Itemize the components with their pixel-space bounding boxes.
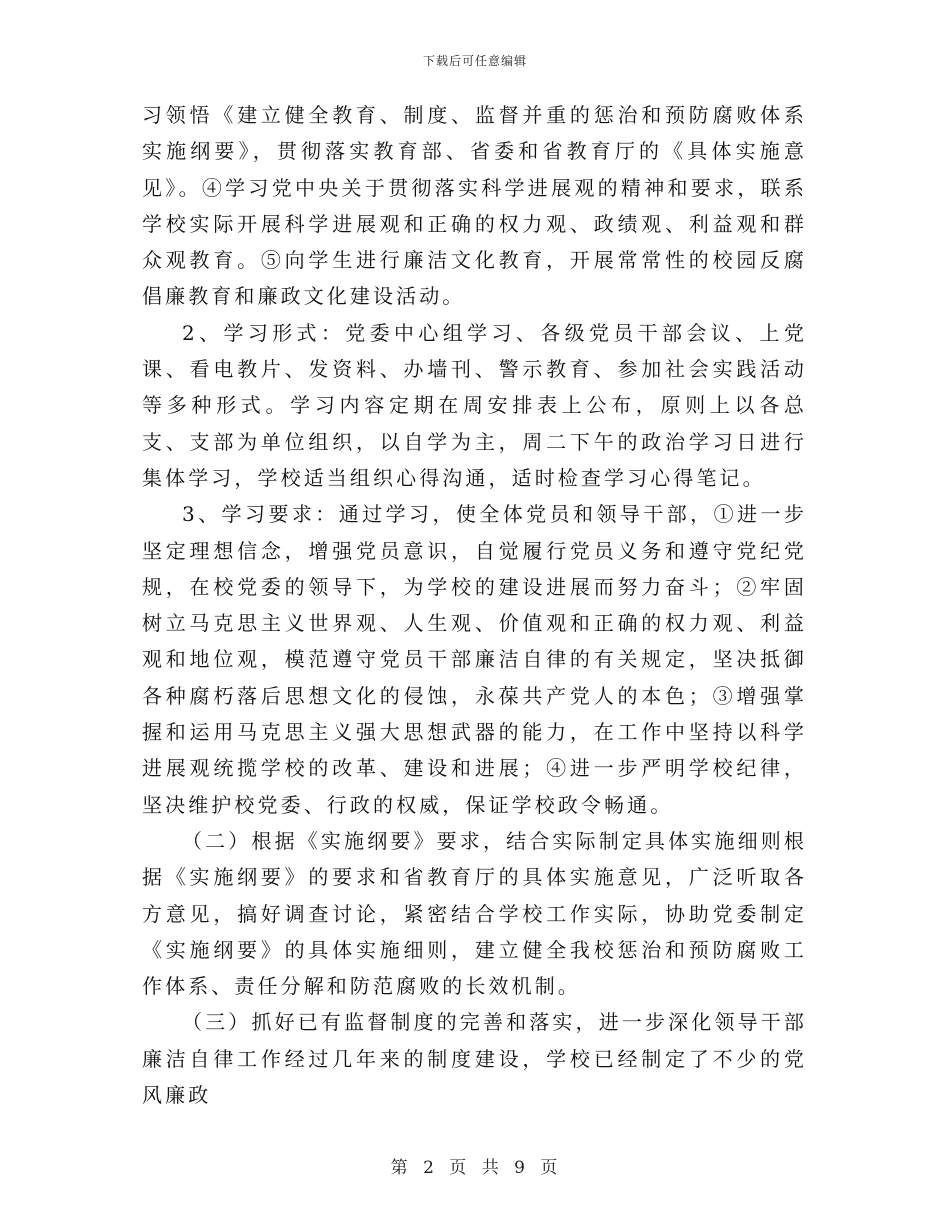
- paragraph-study-requirements: 3、学习要求：通过学习，使全体党员和领导干部，①进一步坚定理想信念，增强党员意识，自觉履行党员义务和遵守党纪党规，在校党委的领导下，为学校的建设进展而努力奋斗；②牢固树立马克思主义世界观、人生观、价值观和正确的权力观、利益观和地位观，模范遵守党员干部廉洁自律的有关规定，坚决抵御各种腐朽落后思想文化的侵蚀，永葆共产党人的本色；③增强掌握和运用马克思主义强大思想武器的能力，在工作中坚持以科学进展观统揽学校的改革、建设和进展；④进一步严明学校纪律，坚决维护校党委、行政的权威，保证学校政令畅通。: [142, 502, 807, 817]
- document-body: [142, 97, 807, 1113]
- paragraph-implementation-rules: （二）根据《实施纲要》要求，结合实际制定具体实施细则根据《实施纲要》的要求和省教育厅的具体实施意见，广泛听取各方意见，搞好调查讨论，紧密结合学校工作实际，协助党委制定《实施纲要》的具体实施细则，建立健全我校惩治和预防腐败工作体系、责任分解和防范腐败的长效机制。: [142, 828, 807, 999]
- paragraph-study-format: 2、学习形式：党委中心组学习、各级党员干部会议、上党课、看电教片、发资料、办墙刊、警示教育、参加社会实践活动等多种形式。学习内容定期在周安排表上公布，原则上以各总支、支部为单位组织，以自学为主，周二下午的政治学习日进行集体学习，学校适当组织心得沟通，适时检查学习心得笔记。: [142, 320, 807, 490]
- page-header-note: 下载后可任意编辑: [422, 54, 527, 68]
- paragraph-continued: 习领悟《建立健全教育、制度、监督并重的惩治和预防腐败体系实施纲要》，贯彻落实教育部、省委和省教育厅的《具体实施意见》。④学习党中央关于贯彻落实科学进展观的精神和要求，联系学校实际开展科学进展观和正确的权力观、政绩观、利益观和群众观教育。⑤向学生进行廉洁文化教育，开展常常性的校园反腐倡廉教育和廉政文化建设活动。: [142, 103, 807, 309]
- page-number: 第 2 页 共 9 页: [390, 1158, 560, 1178]
- paragraph-supervision-system: （三）抓好已有监督制度的完善和落实，进一步深化领导干部廉洁自律工作经过几年来的制度建设，学校已经制定了不少的党风廉政: [142, 1010, 807, 1108]
